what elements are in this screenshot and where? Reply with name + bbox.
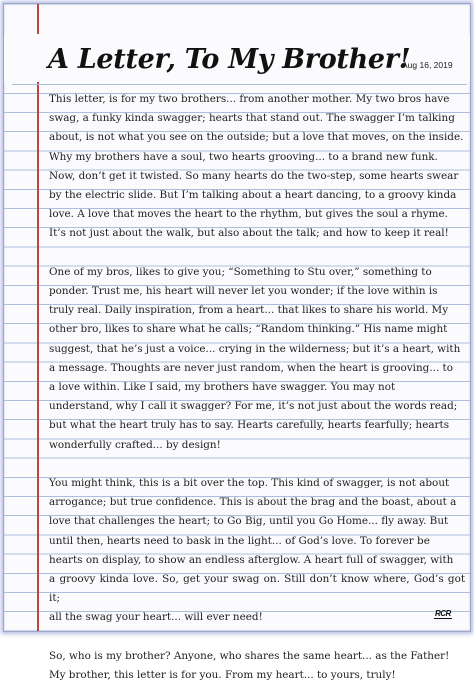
letter-line: until then, hearts need to bask in the light... of God’s love. To forever be [49,534,430,547]
letter-line: a love within. Like I said, my brothers have swagger. You may not [49,381,396,394]
red-margin-line [37,4,39,631]
letter-line: arrogance; but true confidence. This is about the brag and the boast, about a [49,496,457,509]
letter-line: swag, a funky kinda swagger; hearts that stand out. The swagger I’m talking [49,112,455,125]
letter-date: Aug 16, 2019 [402,60,453,70]
letter-line: truly real. Daily inspiration, from a heart... that likes to share his world. My [49,304,449,317]
letter-line: So, who is my brother? Anyone, who shares the same heart... as the Father! [49,649,450,662]
letter-paper [3,3,471,682]
letter-line: Why my brothers have a soul, two hearts grooving... to a brand new funk. [49,150,438,163]
letter-line: a message. Thoughts are never just random, when the heart is grooving... to [49,361,453,374]
letter-line: This letter, is for my two brothers... from another mother. My two bros have [49,93,450,105]
letter-line: You might think, this is a bit over the top. This kind of swagger, is not about [49,477,450,490]
letter-body [49,90,465,685]
letter-line: understand, why I call it swagger? For me, it’s not just about the words read; [49,400,458,413]
letter-line: all the swag your heart... will ever need! [49,611,263,624]
letter-line: love. A love that moves the heart to the rhythm, but gives the soul a rhyme. [49,208,448,221]
letter-line: but what the heart truly has to say. Hearts carefully, hearts fearfully; hearts [49,419,450,432]
letter-line: other bro, likes to share what he calls; “Random thinking.” His name might [49,323,448,336]
title-rule [12,84,467,85]
letter-line: a groovy kinda love. So, get your swag on. Still don’t know where, God’s got it; [49,573,465,605]
letter-line: suggest, that he’s just a voice... crying in the wilderness; but it’s a heart, with [49,342,461,355]
letter-line: ponder. Trust me, his heart will never let you wonder; if the love within is [49,285,438,298]
letter-paragraph [49,647,465,685]
letter-line: about, is not what you see on the outside; but a love that moves, on the inside. [49,131,464,144]
letter-line: One of my bros, likes to give you; “Something to Stu over,” something to [49,265,432,278]
letter-line: My brother, this letter is for you. From my heart... to yours, truly! [49,669,396,682]
letter-line: love that challenges the heart; to Go Big, until you Go Home... fly away. But [49,515,449,528]
signature-mark: RCR [435,609,451,618]
letter-paragraph [49,90,465,244]
letter-line: hearts on display, to show an endless afterglow. A heart full of swagger, with [49,553,454,566]
letter-line: by the electric slide. But I’m talking about a heart dancing, to a groovy kinda [49,189,457,202]
letter-title: A Letter, To My Brother! [48,44,411,75]
letter-line: Now, don’t get it twisted. So many hearts do the two-step, some hearts swear [49,169,459,182]
letter-paragraph [49,474,465,628]
letter-line: It’s not just about the walk, but also about the talk; and how to keep it real! [49,227,449,240]
letter-paragraph [49,263,465,455]
letter-line: wonderfully crafted... by design! [49,438,221,451]
